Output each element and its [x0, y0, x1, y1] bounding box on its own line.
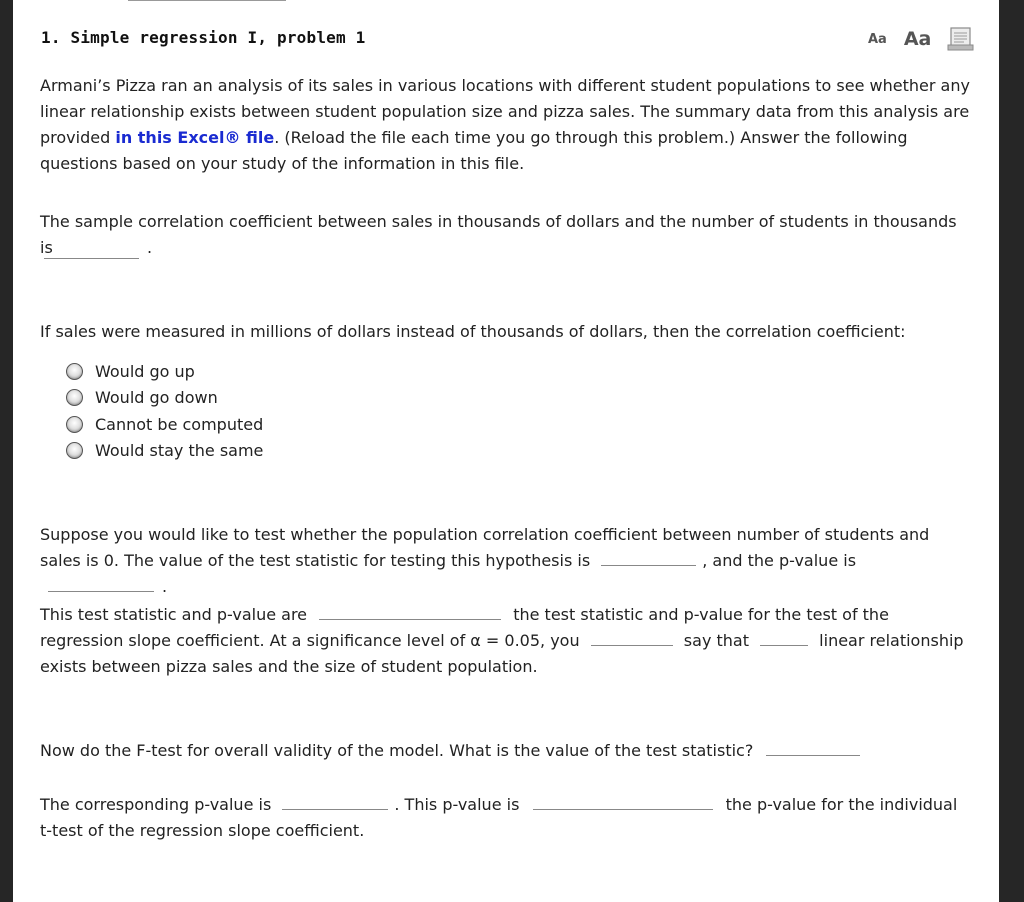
- question-text: the test statistic and p-value for the test of the regression slope coefficient. At a significance level of α = 0.05, you: [40, 605, 889, 650]
- problem-title: 1. Simple regression I, problem 1: [41, 28, 366, 47]
- option-cannot-be-computed[interactable]: [66, 411, 263, 438]
- correlation-answer-input[interactable]: [44, 242, 139, 259]
- radio-button[interactable]: [66, 416, 83, 433]
- a-no-dropdown[interactable]: [760, 629, 808, 646]
- p-value-comparison-dropdown[interactable]: [533, 793, 713, 810]
- font-size-toolbar: [868, 26, 974, 52]
- option-would-stay-same[interactable]: [66, 438, 263, 465]
- font-larger-button[interactable]: Aa: [903, 28, 932, 50]
- question-text: This test statistic and p-value are: [40, 605, 308, 624]
- question-text: the p-value for the individual t-test of the regression slope coefficient.: [40, 795, 958, 840]
- option-label: Cannot be computed: [95, 414, 264, 434]
- option-label: Would go up: [95, 361, 195, 381]
- units-change-options: [66, 358, 263, 464]
- question-comparison: [40, 602, 972, 680]
- intro-text-after-link: . (Reload the file each time you go through this problem.) Answer the following questions based on your study of the information in this file.: [40, 128, 908, 173]
- question-test-statistic: [40, 522, 972, 600]
- option-label: Would stay the same: [95, 441, 264, 461]
- excel-file-link[interactable]: in this Excel® file: [115, 128, 275, 147]
- comparison-dropdown[interactable]: [319, 603, 501, 620]
- f-p-value-input[interactable]: [282, 793, 388, 810]
- q1-period: .: [147, 238, 153, 257]
- radio-button[interactable]: [66, 442, 83, 459]
- left-border: [0, 0, 13, 902]
- intro-text: Armani’s Pizza ran an analysis of its sales in various locations with different student populations to see whether any linear relationship exists between student population size and pizza sales. The summary data from this analysis are provided: [40, 76, 970, 147]
- intro-paragraph: [40, 73, 972, 177]
- f-statistic-input[interactable]: [766, 739, 860, 756]
- right-scroll-border: [999, 0, 1024, 902]
- p-value-input[interactable]: [48, 575, 154, 592]
- question-f-pvalue: [40, 792, 972, 844]
- can-cannot-dropdown[interactable]: [591, 629, 673, 646]
- question-text: linear relationship exists between pizza sales and the size of student population.: [40, 631, 964, 676]
- top-divider: [128, 0, 286, 1]
- question-text: Now do the F-test for overall validity of the model. What is the value of the test statistic?: [40, 741, 754, 760]
- test-statistic-input[interactable]: [601, 549, 696, 566]
- question-text: The corresponding p-value is: [40, 795, 272, 814]
- option-would-go-up[interactable]: [66, 358, 263, 385]
- question-text: If sales were measured in millions of dollars instead of thousands of dollars, then the correlation coefficient:: [40, 322, 906, 341]
- radio-button[interactable]: [66, 363, 83, 380]
- option-label: Would go down: [95, 388, 218, 408]
- question-text: The sample correlation coefficient between sales in thousands of dollars and the number of students in thousands is: [40, 212, 957, 257]
- question-text: say that: [683, 631, 749, 650]
- q3-period: .: [162, 577, 168, 596]
- question-f-test: [40, 738, 972, 764]
- question-text: , and the p-value is: [702, 551, 857, 570]
- question-text: Suppose you would like to test whether the population correlation coefficient between number of students and sales is 0. The value of the test statistic for testing this hypothesis is: [40, 525, 930, 570]
- print-icon[interactable]: [947, 27, 974, 51]
- question-units-change: [40, 319, 972, 345]
- font-smaller-button[interactable]: Aa: [868, 31, 887, 47]
- option-would-go-down[interactable]: [66, 385, 263, 412]
- question-correlation: [40, 209, 972, 261]
- radio-button[interactable]: [66, 389, 83, 406]
- question-text: . This p-value is: [394, 795, 520, 814]
